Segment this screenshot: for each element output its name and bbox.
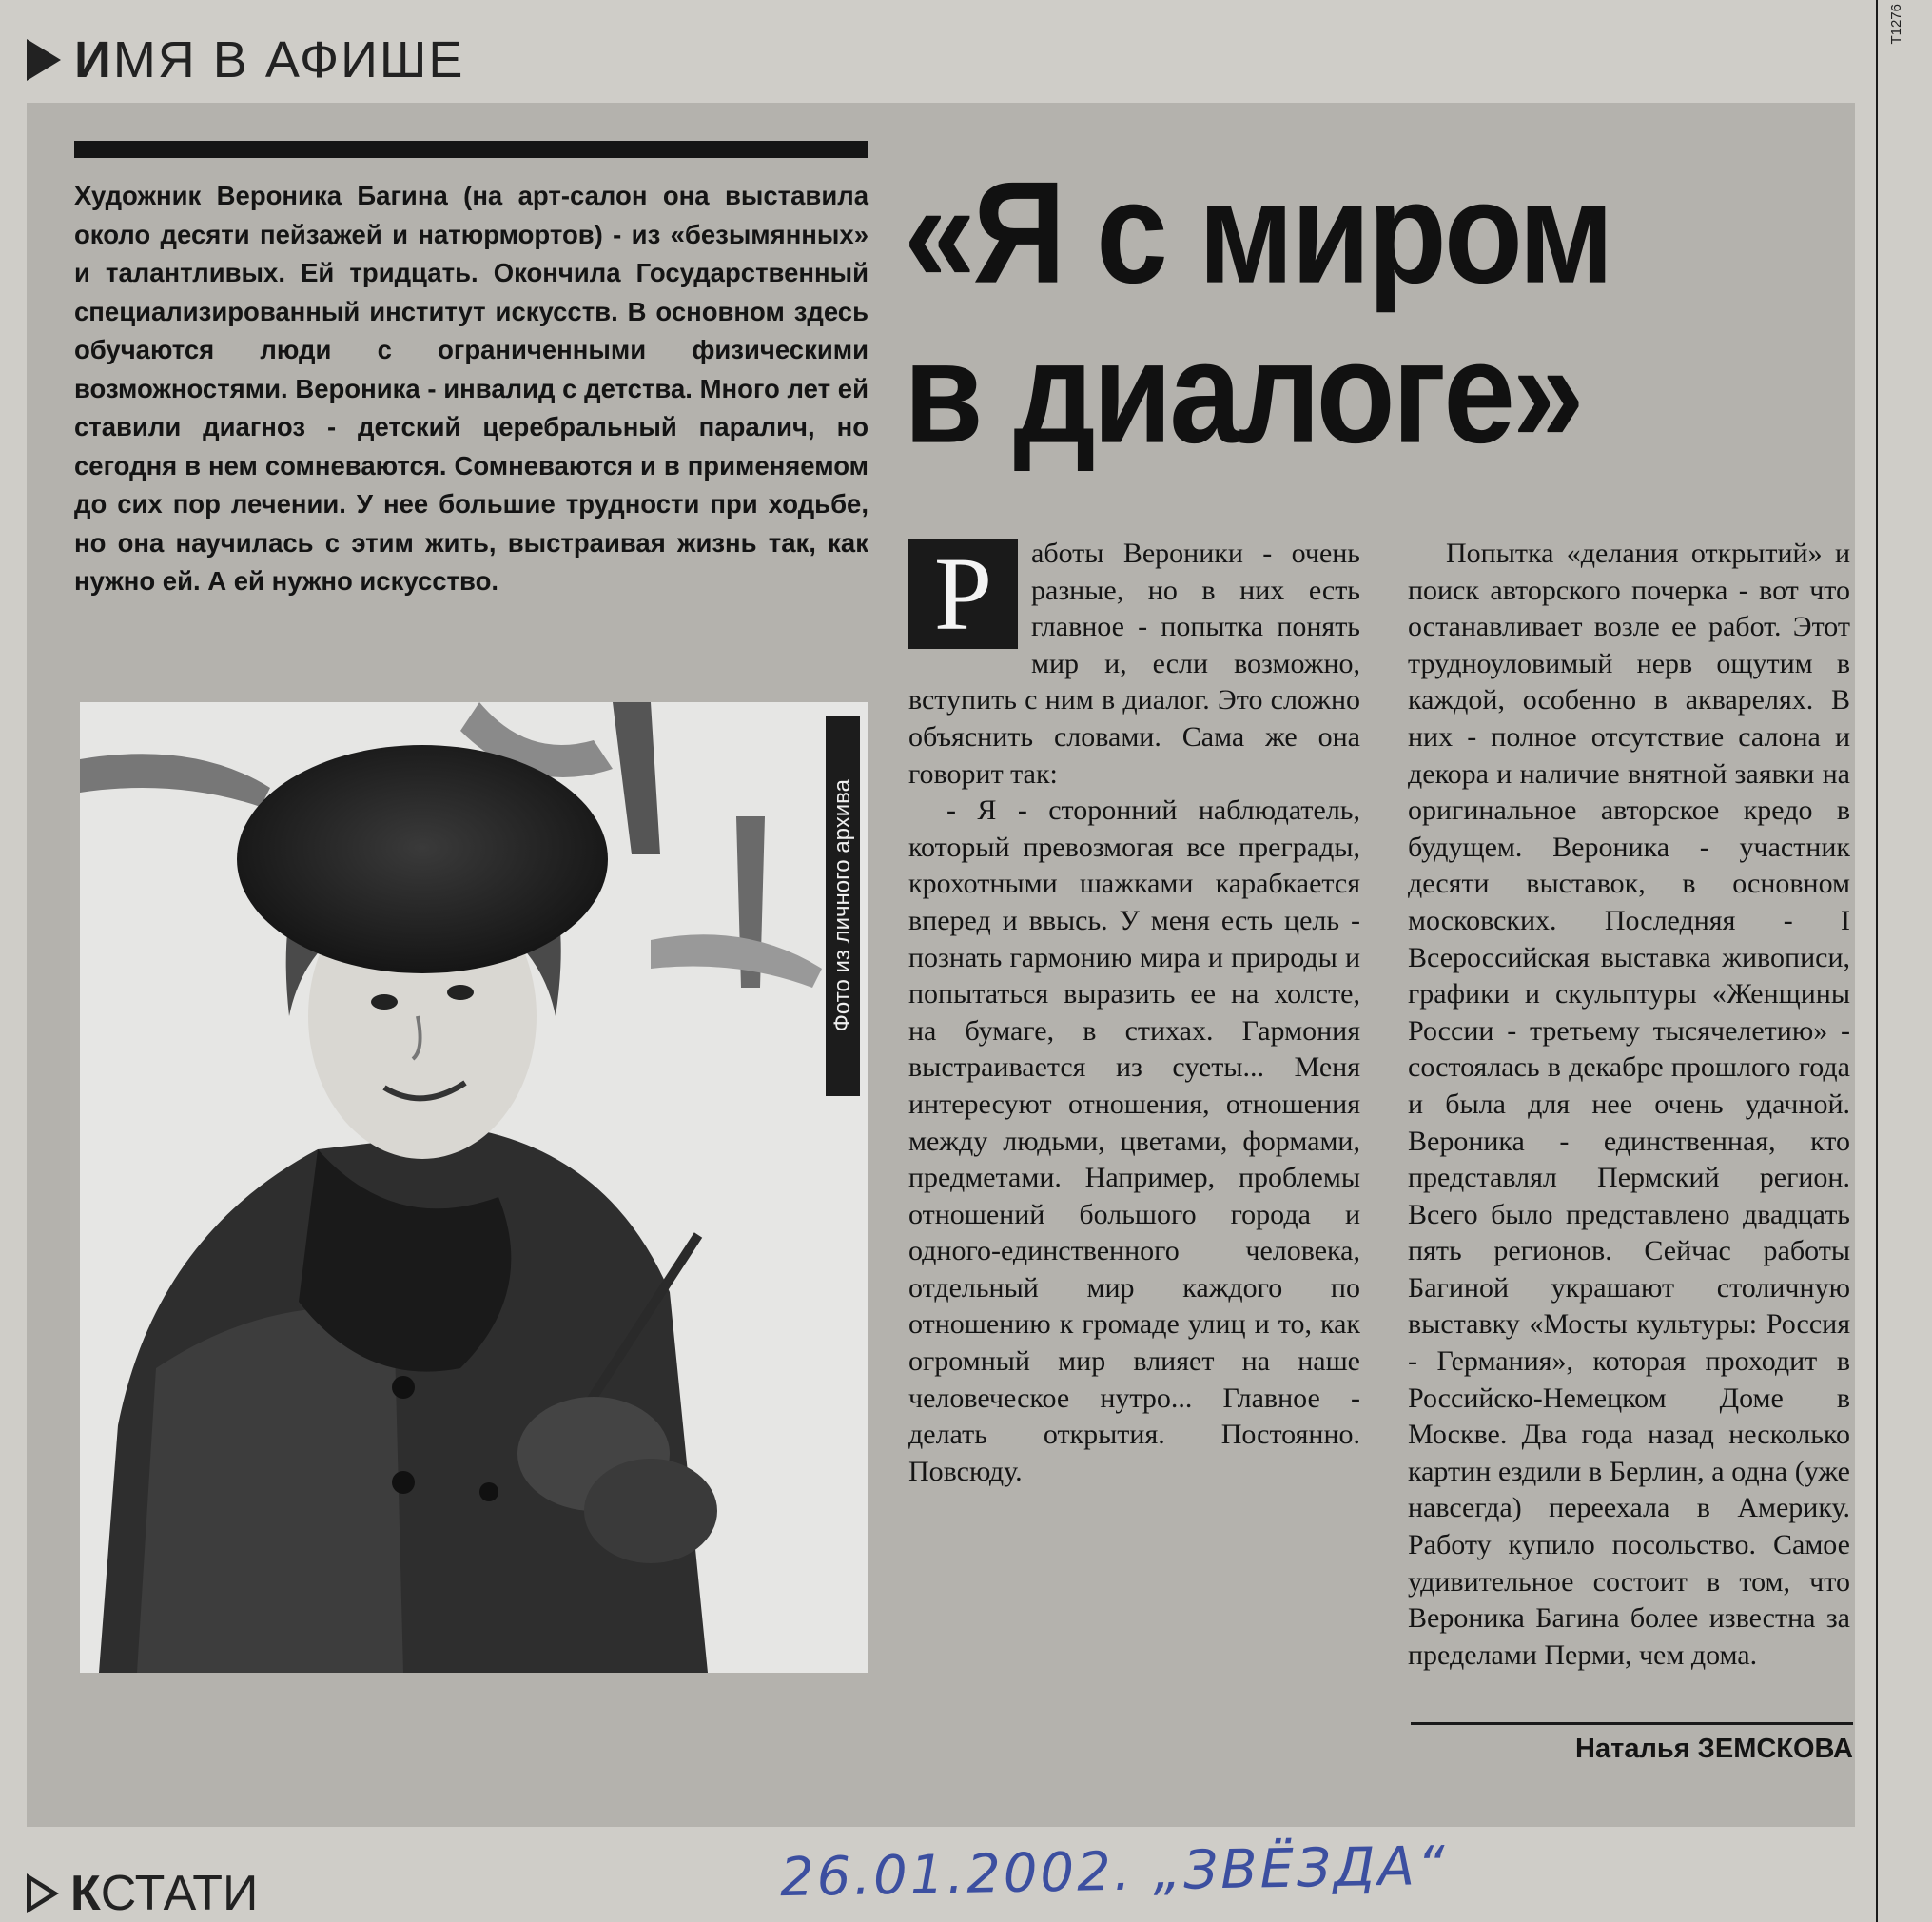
- section-rubric: [27, 27, 464, 93]
- rubric-initial: И: [74, 31, 113, 88]
- side-code: T1276: [1888, 4, 1904, 45]
- clipping-edge-line: [1876, 0, 1878, 1922]
- portrait-photo: [80, 702, 868, 1673]
- headline-line-1: «Я с миром: [904, 150, 1611, 314]
- section-rubric-bottom: [27, 1865, 258, 1922]
- article-column-2: [1408, 536, 1850, 1674]
- body-paragraph-1: аботы Вероники - очень разные, но в них есть главное - попытка понять мир и, если возможно, вступить с ним в диалог. Это сложно объяснить словами. Сама же она говорит так:: [908, 538, 1360, 790]
- article-headline: [904, 152, 1855, 472]
- handwritten-date-note: 26.01.2002. „ЗВЁЗДА“: [779, 1834, 1449, 1910]
- lead-divider-bar: [74, 141, 868, 158]
- article-column-1: [908, 536, 1360, 1490]
- photo-credit-strip: [826, 716, 860, 1096]
- drop-cap: Р: [908, 539, 1018, 649]
- author-byline: Наталья ЗЕМСКОВА: [1575, 1734, 1853, 1764]
- signature-rule: [1411, 1722, 1853, 1725]
- rubric-text: МЯ В АФИШЕ: [112, 31, 465, 88]
- rubric-bottom-text: СТАТИ: [100, 1866, 259, 1921]
- portrait-illustration: [80, 702, 868, 1673]
- body-paragraph-2: - Я - сторонний наблюдатель, который превозмогая все преграды, крохотными шажками карабкается вперед и ввысь. У меня есть цель - познать гармонию мира и природы и попытаться выразить ее на холсте, на бумаге, в стихах. Гармония выстраивается из суеты... Меня интересуют отношения, отношения между людьми, цветами, формами, предметами. Например, проблемы отношений большого города и одного-единственного человека, отдельный мир каждого по отношению к громаде улиц и то, как огромный мир влияет на наше человеческое нутро... Главное - делать открытия. Постоянно. Повсюду.: [908, 794, 1360, 1487]
- rubric-bottom-initial: К: [70, 1866, 101, 1921]
- body-paragraph-3: Попытка «делания открытий» и поиск авторского почерка - вот что останавливает возле ее работ. Этот трудноуловимый нерв ощутим в каждой, особенно в акварелях. В них - полное отсутствие салона и декора и наличие внятной заявки на оригинальное авторское кредо в будущем. Вероника - участник десяти выставок, в основном московских. Последняя - I Всероссийская выставка живописи, графики и скульптуры «Женщины России - третьему тысячелетию» - состоялась в декабре прошлого года и была для нее очень удачной. Вероника - единственная, кто представлял Пермский регион. Всего было представлено двадцать пять регионов. Сейчас работы Багиной украшают столичную выставку «Мосты культуры: Россия - Германия», которая проходит в Российско-Немецком Доме в Москве. Два года назад несколько картин ездили в Берлин, а одна (уже навсегда) переехала в Америку. Работу купило посольство. Самое удивительное состоит в том, что Вероника Багина более известна за пределами Перми, чем дома.: [1408, 538, 1850, 1671]
- outline-triangle-icon: [27, 1873, 59, 1913]
- photo-credit: Фото из личного архива: [829, 779, 855, 1032]
- headline-line-2: в диалоге»: [904, 310, 1582, 474]
- lead-paragraph: Художник Вероника Багина (на арт-салон она выставила около десяти пейзажей и натюрмортов) - из «безымянных» и талантливых. Ей тридцать. Окончила Государственный специализированный институт искусств. В основном здесь обучаются люди с ограниченными физическими возможностями. Вероника - инвалид с детства. Много лет ей ставили диагноз - детский церебральный паралич, но сегодня в нем сомневаются. Сомневаются и в применяемом до сих пор лечении. У нее большие трудности при ходьбе, но она научилась с этим жить, выстраивая жизнь так, как нужно ей. А ей нужно искусство.: [74, 181, 868, 596]
- triangle-marker-icon: [27, 39, 61, 81]
